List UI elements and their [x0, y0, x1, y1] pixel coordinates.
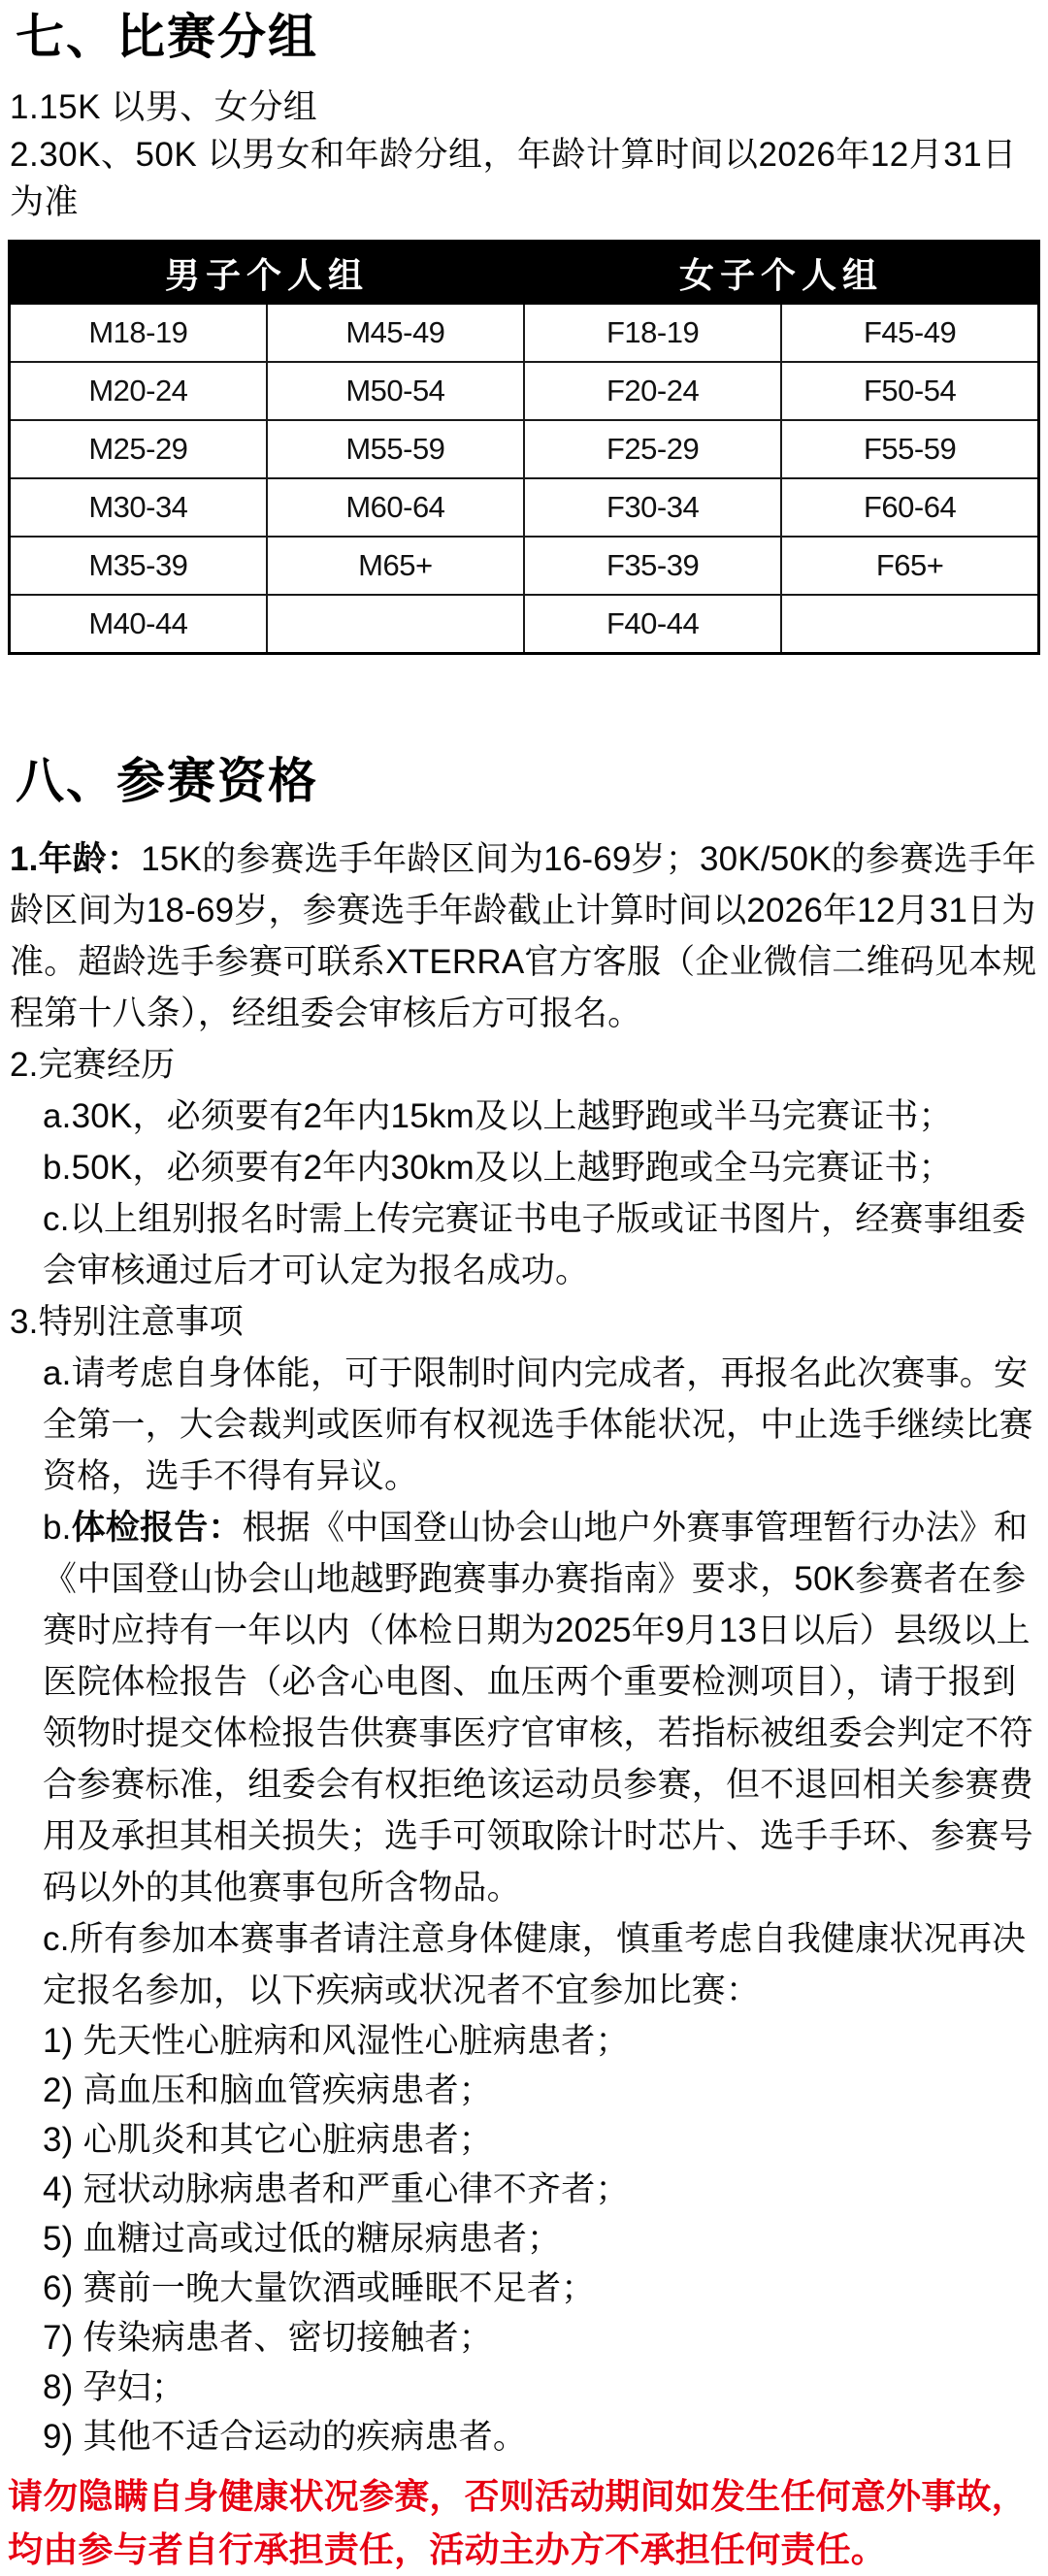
table-header-row — [10, 242, 1039, 305]
note-health: c.所有参加本赛事者请注意身体健康，慎重考虑自我健康状况再决定报名参加，以下疾病或状况者不宜参加比赛： — [43, 1920, 1027, 2009]
table-cell: F40-44 — [524, 595, 781, 654]
table-header-women: 女子个人组 — [524, 242, 1039, 305]
condition-item: 5) 血糖过高或过低的糖尿病患者； — [43, 2220, 562, 2258]
table-cell: M25-29 — [10, 420, 267, 478]
table-row — [10, 478, 1039, 537]
section-grouping-title: 七、比赛分组 — [16, 10, 318, 64]
table-cell: F50-54 — [781, 362, 1038, 420]
table-cell: M18-19 — [10, 304, 267, 362]
table-cell: M50-54 — [267, 362, 524, 420]
table-cell — [267, 595, 524, 654]
condition-item: 7) 传染病患者、密切接触者； — [43, 2319, 493, 2357]
table-cell: M55-59 — [267, 420, 524, 478]
table-row — [10, 595, 1039, 654]
table-cell: M30-34 — [10, 478, 267, 537]
condition-item: 4) 冠状动脉病患者和严重心律不齐者； — [43, 2170, 630, 2208]
note-medical-text: 根据《中国登山协会山地户外赛事管理暂行办法》和《中国登山协会山地越野跑赛事办赛指南》要求，50K参赛者在参赛时应持有一年以内（体检日期为2025年9月13日以后）县级以上医院体检报告（必含心电图、血压两个重要检测项目），请于报到领物时提交体检报告供赛事医疗官审核，若指标被组委会判定不符合参赛标准，组委会有权拒绝该运动员参赛，但不退回相关参赛费用及承担其相关损失；选手可领取除计时芯片、选手手环、参赛号码以外的其他赛事包所含物品。 — [43, 1509, 1033, 1907]
table-cell: M60-64 — [267, 478, 524, 537]
condition-list — [0, 2016, 1042, 2462]
condition-item: 6) 赛前一晚大量饮酒或睡眠不足者； — [43, 2269, 596, 2307]
table-row — [10, 537, 1039, 595]
table-cell: F35-39 — [524, 537, 781, 595]
finish-item-30k: a.30K，必须要有2年内15km及以上越野跑或半马完赛证书； — [43, 1097, 953, 1135]
condition-item: 9) 其他不适合运动的疾病患者。 — [43, 2418, 528, 2456]
table-cell: M65+ — [267, 537, 524, 595]
note-fitness: a.请考虑自身体能，可于限制时间内完成者，再报名此次赛事。安全第一，大会裁判或医师有权视选手体能状况，中止选手继续比赛资格，选手不得有异议。 — [43, 1354, 1033, 1495]
condition-item: 1) 先天性心脏病和风湿性心脏病患者； — [43, 2022, 630, 2060]
condition-item: 2) 高血压和脑血管疾病患者； — [43, 2071, 493, 2109]
condition-item: 3) 心肌炎和其它心脏病患者； — [43, 2121, 493, 2159]
table-cell: F45-49 — [781, 304, 1038, 362]
table-cell: M40-44 — [10, 595, 267, 654]
table-cell: F30-34 — [524, 478, 781, 537]
finish-item-50k: b.50K，必须要有2年内30km及以上越野跑或全马完赛证书； — [43, 1149, 953, 1187]
table-cell: F65+ — [781, 537, 1038, 595]
finish-history-heading: 2.完赛经历 — [10, 1046, 176, 1084]
note-medical-label: 体检报告： — [71, 1509, 243, 1547]
age-requirement-text: 15K的参赛选手年龄区间为16-69岁；30K/50K的参赛选手年龄区间为18-69岁，参赛选手年龄截止计算时间以2026年12月31日为准。超龄选手参赛可联系XTERRA官方客服（企业微信二维码见本规程第十八条），经组委会审核后方可报名。 — [10, 840, 1037, 1032]
grouping-notes — [10, 83, 1038, 226]
condition-item: 8) 孕妇； — [43, 2368, 186, 2406]
finish-item-upload: c.以上组别报名时需上传完赛证书电子版或证书图片，经赛事组委会审核通过后才可认定为报名成功。 — [43, 1200, 1027, 1289]
age-requirement — [10, 833, 1042, 1039]
table-row — [10, 304, 1039, 362]
eligibility-body — [0, 833, 1042, 2576]
health-warning: 请勿隐瞒自身健康状况参赛，否则活动期间如发生任何意外事故，均由参与者自行承担责任，活动主办方不承担任何责任。 — [8, 2476, 1027, 2569]
table-cell — [781, 595, 1038, 654]
table-header-men: 男子个人组 — [10, 242, 525, 305]
table-row — [10, 420, 1039, 478]
table-cell: M35-39 — [10, 537, 267, 595]
table-cell: F25-29 — [524, 420, 781, 478]
table-cell: F55-59 — [781, 420, 1038, 478]
grouping-note-15k: 1.15K 以男、女分组 — [10, 88, 318, 126]
table-cell: M45-49 — [267, 304, 524, 362]
table-cell: F20-24 — [524, 362, 781, 420]
special-notes-heading: 3.特别注意事项 — [10, 1303, 244, 1341]
section-eligibility-title: 八、参赛资格 — [16, 754, 318, 808]
table-cell: F60-64 — [781, 478, 1038, 537]
note-medical-prefix: b. — [43, 1509, 72, 1547]
age-requirement-label: 1.年龄： — [10, 840, 142, 878]
grouping-note-30k50k: 2.30K、50K 以男女和年龄分组，年龄计算时间以2026年12月31日为准 — [10, 136, 1017, 221]
table-cell: M20-24 — [10, 362, 267, 420]
table-row — [10, 362, 1039, 420]
table-cell: F18-19 — [524, 304, 781, 362]
age-group-table — [8, 240, 1040, 655]
note-medical-report — [43, 1502, 1042, 1913]
